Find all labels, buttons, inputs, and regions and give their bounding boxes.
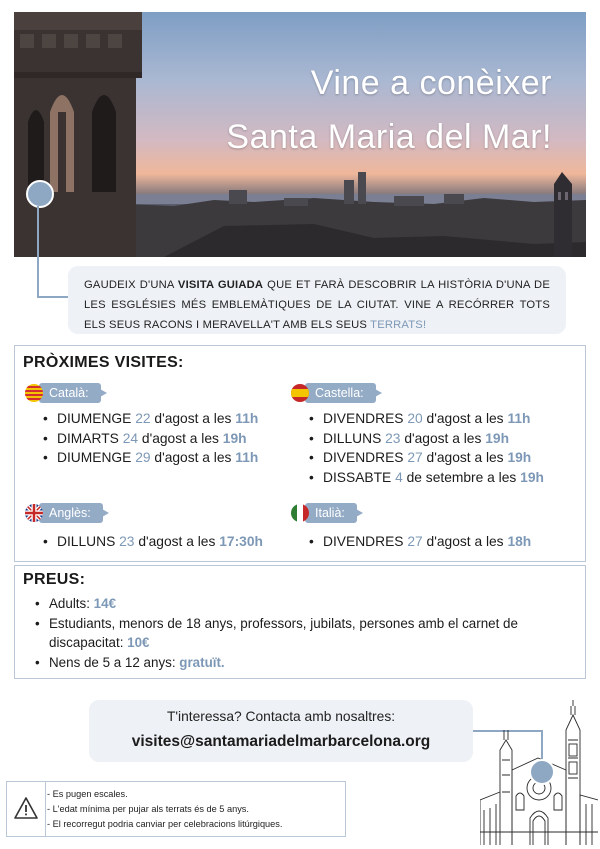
list-item: • DILLUNS 23 d'agost a les 17:30h	[41, 532, 263, 552]
hero-title-line-2: Santa Maria del Mar!	[226, 118, 552, 156]
visits-title: PRÒXIMES VISITES:	[23, 354, 184, 371]
list-item: • DISSABTE 4 de setembre a les 19h	[307, 468, 544, 488]
hero-image	[14, 12, 586, 257]
connector-dot	[529, 759, 555, 785]
visits-section	[14, 345, 586, 562]
list-item: • DIVENDRES 27 d'agost a les 18h	[307, 532, 531, 552]
connector-line	[37, 296, 69, 298]
list-item: - El recorregut podria canviar per celebracions litúrgiques.	[47, 819, 283, 829]
prices-list	[33, 594, 553, 672]
list-item: • DILLUNS 23 d'agost a les 19h	[307, 429, 544, 449]
lang-label: Anglès:	[39, 503, 103, 523]
lang-label: Italià:	[305, 503, 357, 523]
list-item: • Adults: 14€	[33, 594, 553, 614]
lang-label: Castella:	[305, 383, 376, 403]
warning-icon	[13, 796, 39, 820]
list-item: - Es pugen escales.	[47, 789, 128, 799]
intro-accent: TERRATS!	[370, 319, 427, 331]
intro-text	[68, 266, 566, 334]
list-item: • DIMARTS 24 d'agost a les 19h	[41, 429, 258, 449]
contact-email-link[interactable]: visites@santamariadelmarbarcelona.org	[131, 733, 431, 750]
list-item: • Estudiants, menors de 18 anys, professors, jubilats, persones amb el carnet de discapacitat: 10€	[33, 614, 553, 653]
prices-title: PREUS:	[23, 571, 86, 588]
intro-bold: VISITA GUIADA	[177, 279, 264, 291]
connector-line	[37, 206, 39, 298]
italia-visits-list	[307, 532, 531, 552]
warning-notes	[6, 781, 346, 837]
list-item: • DIVENDRES 20 d'agost a les 11h	[307, 409, 544, 429]
contact-panel	[89, 700, 473, 762]
spanish-flag-icon	[291, 384, 309, 402]
list-item: - L'edat mínima per pujar als terrats és de 5 anys.	[47, 804, 249, 814]
catala-visits-list	[41, 409, 258, 468]
list-item: • DIUMENGE 22 d'agost a les 11h	[41, 409, 258, 429]
list-item: • Nens de 5 a 12 anys: gratuït.	[33, 653, 553, 673]
prices-section	[14, 565, 586, 679]
castella-visits-list	[307, 409, 544, 487]
angles-visits-list	[41, 532, 263, 552]
hero-title-line-1: Vine a conèixer	[310, 64, 552, 102]
uk-flag-icon	[25, 504, 43, 522]
intro-part-1: GAUDEIX D'UNA	[84, 279, 178, 291]
intro-part-2: QUE ET FARÀ DESCOBRIR LA HISTÒRIA D'UNA DE LES ESGLÉSIES MÉS EMBLEMÀTIQUES DE LA CIUTAT. VINE A RECÓRRER TOTS ELS SEUS RACONS I MERAVELLA'T AMB ELS SEUS	[84, 279, 550, 331]
connector-dot	[26, 180, 54, 208]
list-item: • DIVENDRES 27 d'agost a les 19h	[307, 448, 544, 468]
lang-label: Català:	[39, 383, 101, 403]
divider	[45, 782, 46, 836]
notes-list	[47, 787, 282, 832]
list-item: • DIUMENGE 29 d'agost a les 11h	[41, 448, 258, 468]
contact-question: T'interessa? Contacta amb nosaltres:	[166, 709, 396, 724]
italian-flag-icon	[291, 504, 309, 522]
catalan-flag-icon	[25, 384, 43, 402]
